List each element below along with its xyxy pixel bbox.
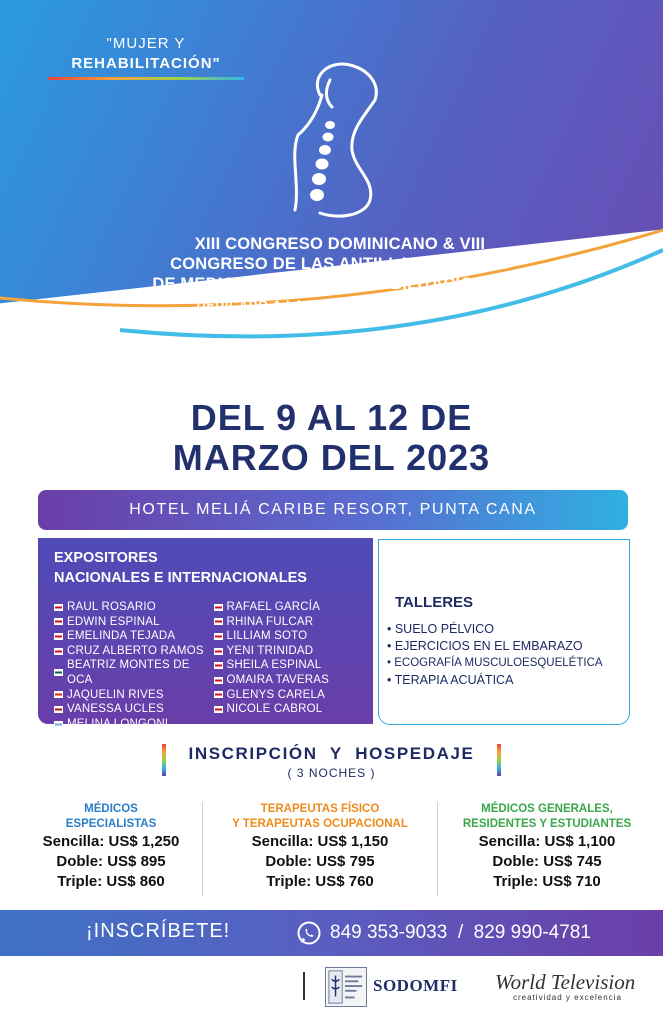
price-triple: Triple: US$ 760 xyxy=(266,873,374,890)
workshops-title: TALLERES xyxy=(395,594,474,611)
price-header-line: RESIDENTES Y ESTUDIANTES xyxy=(462,818,632,830)
flag-do-icon xyxy=(54,648,63,655)
speakers-left-column xyxy=(54,600,214,731)
price-divider xyxy=(202,802,203,896)
speaker-name: OMAIRA TAVERAS xyxy=(226,673,329,686)
register-banner[interactable] xyxy=(0,910,663,956)
register-label[interactable]: ¡INSCRÍBETE! xyxy=(86,920,231,942)
speaker-item xyxy=(54,629,214,644)
speaker-name: EDWIN ESPINAL xyxy=(67,615,160,628)
price-double: Doble: US$ 795 xyxy=(265,853,375,870)
dedication: DEDICADO A LA DRA. DEMETRIA ROSARIO xyxy=(196,298,484,312)
flag-cl-icon xyxy=(54,691,63,698)
speaker-item xyxy=(214,629,374,644)
speaker-item xyxy=(214,673,374,688)
speaker-name: EMELINDA TEJADA xyxy=(67,630,176,643)
tagline-line1: "MUJER Y xyxy=(106,35,186,52)
speaker-name: SHEILA ESPINAL xyxy=(226,659,322,672)
price-header-line: Y TERAPEUTAS OCUPACIONAL xyxy=(232,818,408,830)
congress-line-1: XIII CONGRESO DOMINICANO & VIII xyxy=(194,235,486,253)
registration-heading xyxy=(0,744,663,780)
speaker-item xyxy=(214,702,374,717)
speaker-name: RAUL ROSARIO xyxy=(67,601,156,613)
speaker-item xyxy=(214,644,374,659)
speaker-name: NICOLE CABROL xyxy=(226,703,323,716)
sodomfi-emblem-icon xyxy=(325,967,367,1007)
price-column-therapists xyxy=(204,802,436,892)
flag-do-icon xyxy=(54,633,63,640)
whatsapp-contact[interactable] xyxy=(296,920,591,946)
tagline-underline xyxy=(48,77,244,80)
flag-do-icon xyxy=(214,662,223,669)
speaker-item xyxy=(54,688,214,703)
price-header-line: MÉDICOS xyxy=(84,803,138,815)
price-column-general xyxy=(436,802,658,892)
footer-divider xyxy=(303,972,305,1000)
flag-es-icon xyxy=(54,706,63,713)
price-header-line: MÉDICOS GENERALES, xyxy=(481,803,613,815)
flag-do-icon xyxy=(214,691,223,698)
speaker-item xyxy=(214,600,374,615)
workshop-item: • ECOGRAFÍA MUSCULOESQUELÉTICA xyxy=(387,657,603,669)
speaker-item xyxy=(54,615,214,630)
price-header xyxy=(204,802,436,832)
speaker-name: VANESSA UCLES xyxy=(67,703,164,716)
speakers-right-column xyxy=(214,600,374,731)
phone-numbers[interactable]: 849 353-9033 / 829 990-4781 xyxy=(330,922,591,943)
price-header xyxy=(18,802,204,832)
registration-subtitle: ( 3 NOCHES ) xyxy=(287,766,376,780)
speaker-name: YENI TRINIDAD xyxy=(226,644,314,657)
price-triple: Triple: US$ 860 xyxy=(57,873,165,890)
date-line2: MARZO DEL 2023 xyxy=(172,437,491,478)
price-double: Doble: US$ 895 xyxy=(56,853,166,870)
world-television-name: World Television xyxy=(495,970,636,994)
speakers-panel xyxy=(38,538,373,730)
speaker-name: GLENYS CARELA xyxy=(226,688,325,701)
flag-us-icon xyxy=(54,604,63,611)
speakers-title-2: NACIONALES E INTERNACIONALES xyxy=(54,570,307,586)
speaker-item xyxy=(214,615,374,630)
flag-do-icon xyxy=(214,648,223,655)
price-header xyxy=(436,802,658,832)
event-date xyxy=(0,398,663,478)
speaker-item xyxy=(54,644,214,659)
venue-banner: HOTEL MELIÁ CARIBE RESORT, PUNTA CANA xyxy=(38,490,628,530)
price-triple: Triple: US$ 710 xyxy=(493,873,601,890)
price-column-specialists xyxy=(18,802,204,892)
speaker-name: CRUZ ALBERTO RAMOS xyxy=(67,644,204,657)
workshop-item: • SUELO PÉLVICO xyxy=(387,622,494,636)
speaker-item xyxy=(214,658,374,673)
speaker-name: RHINA FULCAR xyxy=(226,615,314,628)
speaker-name: BEATRIZ MONTES DE OCA xyxy=(67,659,190,686)
flag-do-icon xyxy=(214,633,223,640)
workshop-item: • EJERCICIOS EN EL EMBARAZO xyxy=(387,639,583,653)
speaker-name: LILLIAM SOTO xyxy=(226,630,308,643)
date-line1: DEL 9 AL 12 DE xyxy=(190,397,473,438)
price-header-line: ESPECIALISTAS xyxy=(65,818,157,830)
speaker-item xyxy=(54,717,214,732)
speaker-name: MELINA LONGONI xyxy=(67,717,169,730)
workshop-item: • TERAPIA ACUÁTICA xyxy=(387,673,514,687)
speaker-item xyxy=(54,658,214,687)
speaker-name: JAQUELIN RIVES xyxy=(67,688,164,701)
speaker-item xyxy=(214,688,374,703)
price-double: Doble: US$ 745 xyxy=(492,853,602,870)
congress-line-2: CONGRESO DE LAS ANTILLAS MAYORES xyxy=(170,255,510,273)
world-television-logo xyxy=(495,970,635,1002)
flag-do-icon xyxy=(214,604,223,611)
price-single: Sencilla: US$ 1,150 xyxy=(251,833,389,850)
workshops-panel xyxy=(378,539,630,725)
speaker-name: RAFAEL GARCÍA xyxy=(226,601,321,613)
registration-title: INSCRIPCIÓN Y HOSPEDAJE xyxy=(188,744,475,763)
whatsapp-icon xyxy=(296,920,322,946)
speakers-title-1: EXPOSITORES xyxy=(54,550,158,566)
flag-do-icon xyxy=(214,706,223,713)
price-header-line: TERAPEUTAS FÍSICO xyxy=(260,803,380,815)
world-television-tagline: creatividad y excelencia xyxy=(513,993,622,1002)
speaker-item xyxy=(54,600,214,615)
sodomfi-logo: SODOMFI xyxy=(373,976,458,995)
tagline-line2: REHABILITACIÓN" xyxy=(71,55,221,72)
flag-do-icon xyxy=(214,618,223,625)
tagline xyxy=(46,34,246,74)
flag-do-icon xyxy=(214,677,223,684)
price-single: Sencilla: US$ 1,100 xyxy=(478,833,616,850)
woman-spine-logo-icon xyxy=(270,55,400,225)
flag-ar-icon xyxy=(54,721,63,728)
flag-mx-icon xyxy=(54,669,63,676)
congress-title xyxy=(110,234,570,312)
congress-line-3: DE MEDICINA FÍSICA Y REHABILITACIÓN 2023 xyxy=(152,275,528,293)
flag-do-icon xyxy=(54,618,63,625)
price-single: Sencilla: US$ 1,250 xyxy=(42,833,180,850)
speaker-item xyxy=(54,702,214,717)
